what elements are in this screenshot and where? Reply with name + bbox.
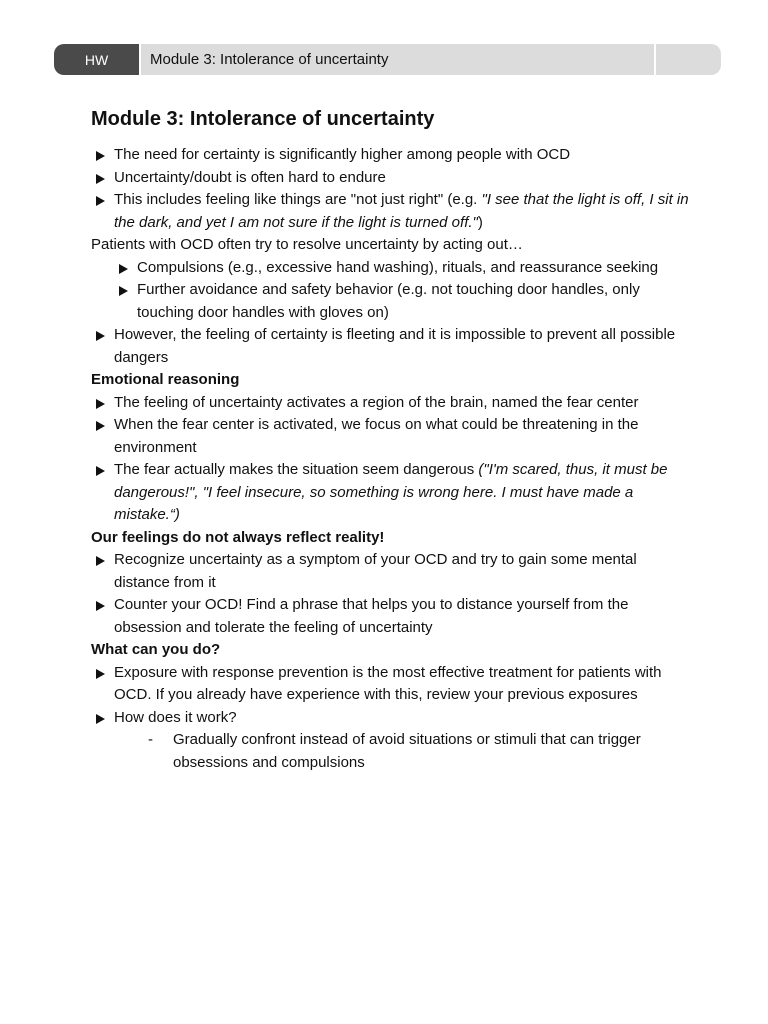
hw-tag: HW xyxy=(54,44,139,75)
example-quote: "I see that the light is off, I sit in the dark, and yet I am not sure if the light is turned off." xyxy=(114,191,689,231)
list-item: The feeling of uncertainty activates a region of the brain, named the fear center xyxy=(91,392,691,415)
patients-paragraph: Patients with OCD often try to resolve uncertainty by acting out… xyxy=(91,236,523,253)
example-quote: ("I'm scared, thus, it must be dangerous!", "I feel insecure, so something is wrong here. I must have made a mistake.“) xyxy=(114,461,668,523)
list-item: Compulsions (e.g., excessive hand washing), rituals, and reassurance seeking xyxy=(114,257,691,280)
list-item: However, the feeling of certainty is fleeting and it is impossible to prevent all possible dangers xyxy=(91,324,691,369)
intro-list xyxy=(91,144,691,234)
list-item: Uncertainty/doubt is often hard to endure xyxy=(91,167,691,190)
however-list xyxy=(91,324,691,369)
header-end-cell xyxy=(656,44,721,75)
list-item: Exposure with response prevention is the most effective treatment for patients with OCD. If you already have experience with this, review your previous exposures xyxy=(91,662,691,707)
acting-out-list xyxy=(114,257,691,325)
emotional-list xyxy=(91,392,691,527)
list-item-text: This includes feeling like things are "not just right" (e.g. xyxy=(114,191,482,208)
what-can-you-do-heading: What can you do? xyxy=(91,641,221,658)
emotional-reasoning-heading: Emotional reasoning xyxy=(91,371,240,388)
header-title: Module 3: Intolerance of uncertainty xyxy=(141,44,654,75)
list-item-text: ) xyxy=(477,213,483,231)
header-bar xyxy=(54,44,721,75)
list-item: When the fear center is activated, we focus on what could be threatening in the environment xyxy=(91,414,691,459)
list-item: Further avoidance and safety behavior (e.g. not touching door handles, only touching door handles with gloves on) xyxy=(114,279,691,324)
list-item xyxy=(91,189,691,234)
list-item: How does it work? xyxy=(91,707,691,730)
feelings-heading: Our feelings do not always reflect reality! xyxy=(91,528,385,546)
document-body xyxy=(91,104,691,774)
what-can-you-do-list xyxy=(91,662,691,730)
list-item-text: The fear actually makes the situation seem dangerous xyxy=(114,461,479,478)
list-item: Counter your OCD! Find a phrase that helps you to distance yourself from the obsession and tolerate the feeling of uncertainty xyxy=(91,594,691,639)
feelings-list xyxy=(91,549,691,639)
how-it-works-list xyxy=(91,729,691,774)
list-item: - Gradually confront instead of avoid situations or stimuli that can trigger obsessions and compulsions xyxy=(91,729,691,774)
list-item xyxy=(91,459,691,527)
list-item: The need for certainty is significantly higher among people with OCD xyxy=(91,144,691,167)
list-item: Recognize uncertainty as a symptom of your OCD and try to gain some mental distance from it xyxy=(91,549,691,594)
page-title: Module 3: Intolerance of uncertainty xyxy=(91,108,435,130)
